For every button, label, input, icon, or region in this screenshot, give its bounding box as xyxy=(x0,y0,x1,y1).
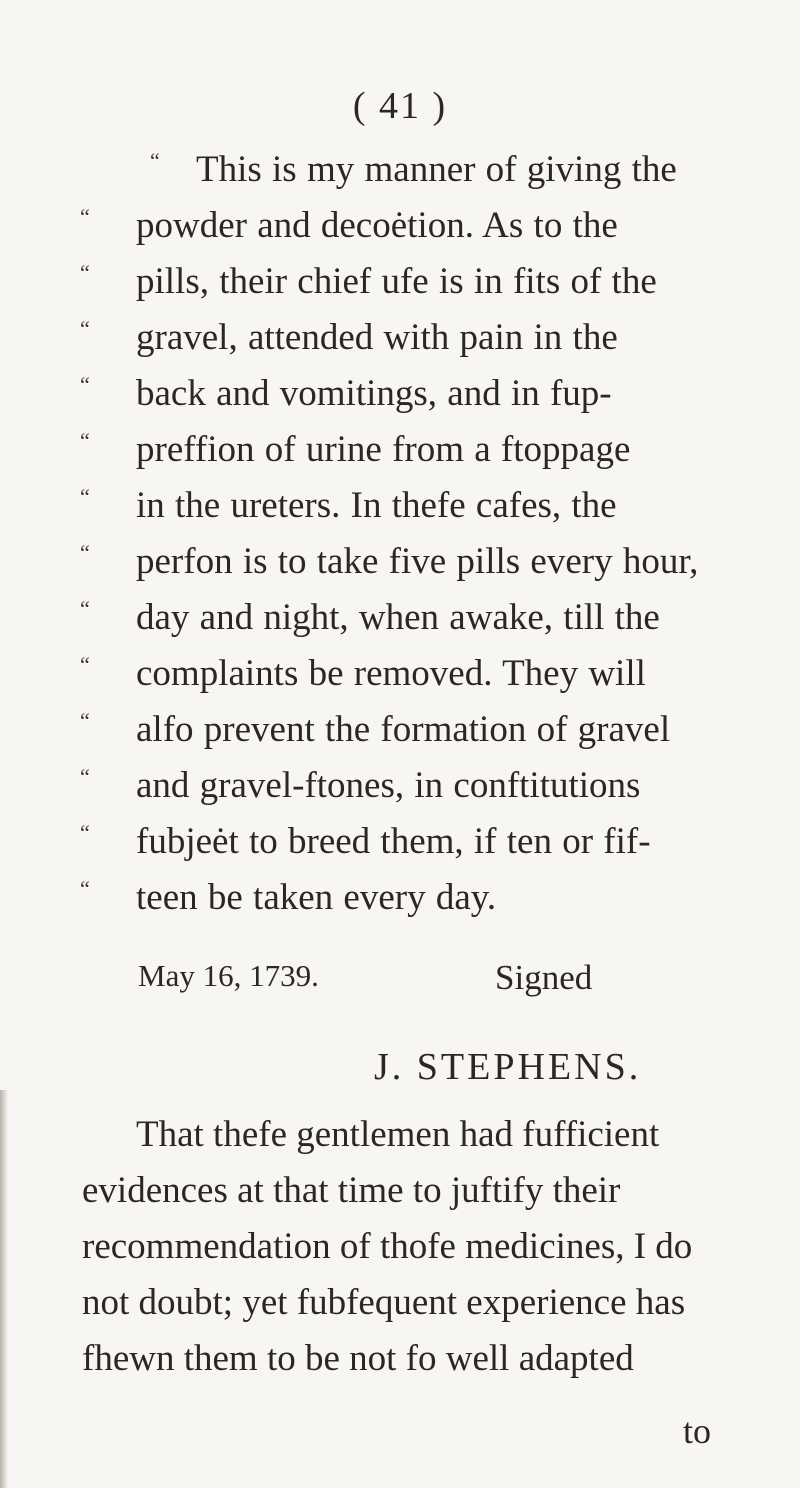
quote-line-text: preffion of urine from a ftoppage xyxy=(136,429,631,470)
quote-mark: “ xyxy=(80,484,90,509)
quote-line xyxy=(0,654,800,694)
quote-line-text: fubjeėt to breed them, if ten or fif- xyxy=(136,821,651,862)
quote-mark: “ xyxy=(80,204,90,229)
quote-line xyxy=(0,150,800,190)
paragraph-line-text: not doubt; yet fubfequent experience has xyxy=(82,1282,686,1323)
quote-mark: “ xyxy=(80,372,90,397)
quote-mark: “ xyxy=(80,652,90,677)
signatory-name: J. STEPHENS. xyxy=(374,1046,642,1088)
quote-line-text: alfo prevent the formation of gravel xyxy=(136,709,671,750)
signed-label: Signed xyxy=(495,958,593,997)
letter-date: May 16, 1739. xyxy=(138,958,319,993)
quote-mark: “ xyxy=(80,820,90,845)
quote-line xyxy=(0,318,800,358)
opening-quote-mark: “ xyxy=(150,148,160,173)
quote-line xyxy=(0,262,800,302)
quote-line xyxy=(0,878,800,918)
quote-line-text: and gravel-ftones, in conftitutions xyxy=(136,765,641,806)
quote-mark: “ xyxy=(80,316,90,341)
quote-line xyxy=(0,374,800,414)
quote-line-text: powder and decoėtion. As to the xyxy=(136,205,618,246)
quote-mark: “ xyxy=(80,876,90,901)
quote-mark: “ xyxy=(80,428,90,453)
quote-line-text: in the ureters. In thefe cafes, the xyxy=(136,485,617,526)
quote-line xyxy=(0,766,800,806)
quote-line-text: back and vomitings, and in fup- xyxy=(136,373,612,414)
quote-mark: “ xyxy=(80,708,90,733)
page-number: ( 41 ) xyxy=(352,85,448,127)
quote-line-text: complaints be removed. They will xyxy=(136,653,646,694)
quote-line-text: perfon is to take five pills every hour, xyxy=(136,541,699,582)
quote-line xyxy=(0,430,800,470)
quote-line xyxy=(0,822,800,862)
quote-line-text: This is my manner of giving the xyxy=(196,149,677,190)
quote-mark: “ xyxy=(80,540,90,565)
quote-line xyxy=(0,542,800,582)
quote-line-text: gravel, attended with pain in the xyxy=(136,317,618,358)
paragraph-line-text: evidences at that time to juftify their xyxy=(82,1170,621,1211)
catchword: to xyxy=(683,1411,712,1451)
signoff-line xyxy=(0,958,800,1018)
quote-line-text: pills, their chief ufe is in fits of the xyxy=(136,261,657,302)
quote-mark: “ xyxy=(80,260,90,285)
page-edge-shadow xyxy=(0,1090,8,1488)
quote-line-text: day and night, when awake, till the xyxy=(136,597,660,638)
quote-line xyxy=(0,486,800,526)
quote-line-text: teen be taken every day. xyxy=(136,877,497,918)
paragraph-line-text: fhewn them to be not fo well adapted xyxy=(82,1338,634,1379)
quote-line xyxy=(0,206,800,246)
paragraph-line-text: That thefe gentlemen had fufficient xyxy=(136,1114,660,1155)
paragraph-line-text: recommendation of thofe medicines, I do xyxy=(82,1226,693,1267)
quote-line xyxy=(0,710,800,750)
quote-mark: “ xyxy=(80,596,90,621)
quote-mark: “ xyxy=(80,764,90,789)
quote-line xyxy=(0,598,800,638)
